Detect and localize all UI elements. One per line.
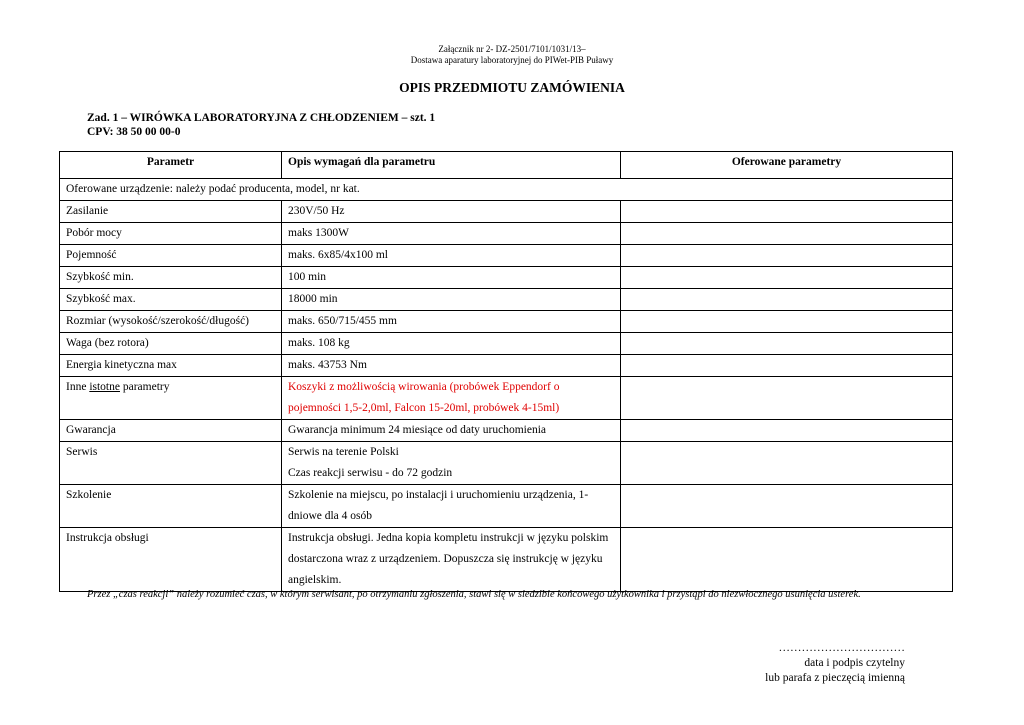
param-cell: Serwis [60,442,282,485]
header-oferowane: Oferowane parametry [621,152,953,179]
offer-cell[interactable] [621,442,953,485]
param-cell: Instrukcja obsługi [60,528,282,592]
desc-cell: 100 min [282,267,621,289]
desc-cell [282,442,621,485]
table-row-serwis [60,442,953,485]
offer-cell[interactable] [621,223,953,245]
spec-table [59,151,953,592]
table-row-inne [60,377,953,420]
document-title: OPIS PRZEDMIOTU ZAMÓWIENIA [399,80,625,95]
param-post: parametry [119,381,170,393]
offer-cell[interactable] [621,355,953,377]
param-cell: Pobór mocy [60,223,282,245]
header-parametr: Parametr [60,152,282,179]
cpv-code: CPV: 38 50 00 00-0 [87,126,181,138]
desc-cell: 18000 min [282,289,621,311]
param-cell: Zasilanie [60,201,282,223]
offer-cell[interactable] [621,333,953,355]
table-row-szkolenie [60,485,953,528]
device-row [60,179,953,201]
table-row [60,311,953,333]
offer-cell[interactable] [621,289,953,311]
table-row [60,289,953,311]
param-cell: Pojemność [60,245,282,267]
param-underlined: istotne [89,381,120,393]
param-cell: Energia kinetyczna max [60,355,282,377]
offer-cell[interactable] [621,377,953,420]
signature-line-2: lub parafa z pieczęcią imienną [765,672,905,684]
signature-line-1: data i podpis czytelny [804,657,905,669]
desc-cell: Gwarancja minimum 24 miesiące od daty uruchomienia [282,420,621,442]
header-line-2: Dostawa aparatury laboratoryjnej do PIWet-PIB Puławy [410,55,614,65]
table-row [60,223,953,245]
desc-cell: maks. 43753 Nm [282,355,621,377]
param-cell: Szybkość max. [60,289,282,311]
offer-cell[interactable] [621,311,953,333]
desc-cell: maks. 650/715/455 mm [282,311,621,333]
param-cell [60,377,282,420]
table-row [60,355,953,377]
task-title: Zad. 1 – WIRÓWKA LABORATORYJNA Z CHŁODZENIEM – szt. 1 [87,112,436,124]
header-note [0,44,1024,66]
param-pre: Inne [66,381,90,393]
desc-cell: Instrukcja obsługi. Jedna kopia kompletu instrukcji w języku polskim dostarczona wraz z urządzeniem. Dopuszcza się instrukcję w języku angielskim. [282,528,621,592]
param-cell: Rozmiar (wysokość/szerokość/długość) [60,311,282,333]
param-cell: Szybkość min. [60,267,282,289]
footnote: Przez „czas reakcji” należy rozumieć czas, w którym serwisant, po otrzymaniu zgłoszenia, stawi się w siedzibie końcowego użytkownika i przystąpi do niezwłocznego usunięcia usterek. [87,589,861,600]
param-cell: Szkolenie [60,485,282,528]
desc-cell-red: Koszyki z możliwością wirowania (probówek Eppendorf o pojemności 1,5-2,0ml, Falcon 15-20ml, probówek 4-15ml) [282,377,621,420]
desc-cell: maks. 6x85/4x100 ml [282,245,621,267]
serwis-line-1: Serwis na terenie Polski [288,446,399,458]
desc-cell: maks 1300W [282,223,621,245]
desc-cell: 230V/50 Hz [282,201,621,223]
offer-cell[interactable] [621,485,953,528]
offer-cell[interactable] [621,420,953,442]
table-row [60,267,953,289]
offer-cell[interactable] [621,201,953,223]
param-cell: Gwarancja [60,420,282,442]
task-block [87,111,435,139]
header-opis: Opis wymagań dla parametru [282,152,621,179]
offer-cell[interactable] [621,245,953,267]
param-cell: Waga (bez rotora) [60,333,282,355]
desc-cell: Szkolenie na miejscu, po instalacji i uruchomieniu urządzenia, 1-dniowe dla 4 osób [282,485,621,528]
table-row [60,333,953,355]
device-row-text: Oferowane urządzenie: należy podać producenta, model, nr kat. [60,179,953,201]
signature-block [765,641,905,686]
signature-dots: …………………………… [778,642,905,654]
table-row [60,201,953,223]
table-header-row [60,152,953,179]
header-line-1: Załącznik nr 2- DZ-2501/7101/1031/13– [438,44,586,54]
table-row [60,245,953,267]
table-row-gwarancja [60,420,953,442]
desc-cell: maks. 108 kg [282,333,621,355]
serwis-line-2: Czas reakcji serwisu - do 72 godzin [288,467,453,479]
offer-cell[interactable] [621,528,953,592]
offer-cell[interactable] [621,267,953,289]
table-row-instrukcja [60,528,953,592]
